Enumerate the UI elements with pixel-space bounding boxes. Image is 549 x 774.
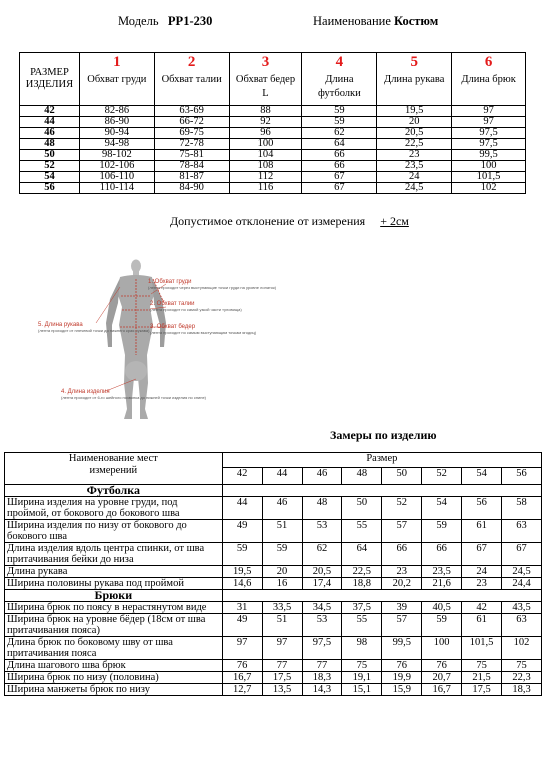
size-row xyxy=(20,139,526,150)
size-row xyxy=(20,128,526,139)
measure-value: 18,3 xyxy=(502,684,542,696)
measure-name: Длина брюк по боковому шву от шва притачивания пояса xyxy=(5,637,223,660)
value-cell: 101,5 xyxy=(452,172,526,183)
size-row xyxy=(20,106,526,117)
value-cell: 78-84 xyxy=(154,161,229,172)
measure-value: 54 xyxy=(422,497,462,520)
measure-value: 13,5 xyxy=(262,684,302,696)
measure-value: 24,5 xyxy=(502,566,542,578)
measure-value: 19,5 xyxy=(222,566,262,578)
value-cell: 100 xyxy=(229,139,302,150)
value-cell: 96 xyxy=(229,128,302,139)
size-row xyxy=(20,183,526,194)
sleeve-note: (лента проходит от плечевой точки до нижнего края рукава) xyxy=(38,328,150,333)
measure-value: 59 xyxy=(262,543,302,566)
measure-value: 15,1 xyxy=(342,684,382,696)
model-line xyxy=(118,14,212,29)
header xyxy=(0,14,549,32)
measure-value: 63 xyxy=(502,520,542,543)
column-header-5 xyxy=(377,53,452,106)
measure-value: 17,4 xyxy=(302,578,342,590)
column-number: 1 xyxy=(113,54,121,70)
value-cell: 97,5 xyxy=(452,139,526,150)
measure-value: 18,8 xyxy=(342,578,382,590)
value-cell: 99,5 xyxy=(452,150,526,161)
column-header-6 xyxy=(452,53,526,106)
waist-label: 2. Обхват талии xyxy=(150,301,195,307)
size-col-header: 50 xyxy=(382,468,422,485)
measure-value: 46 xyxy=(262,497,302,520)
measure-value: 43,5 xyxy=(502,602,542,614)
measure-value: 44 xyxy=(222,497,262,520)
measure-value: 66 xyxy=(422,543,462,566)
measure-value: 21,6 xyxy=(422,578,462,590)
value-cell: 24 xyxy=(377,172,452,183)
measure-value: 67 xyxy=(462,543,502,566)
measure-name: Длина изделия вдоль центра спинки, от шва притачивания бейки до низа xyxy=(5,543,223,566)
section-blank xyxy=(222,590,541,602)
measure-value: 20,5 xyxy=(302,566,342,578)
measure-row xyxy=(5,614,542,637)
measure-value: 16,7 xyxy=(222,672,262,684)
value-cell: 23 xyxy=(377,150,452,161)
measure-value: 76 xyxy=(422,660,462,672)
value-cell: 102 xyxy=(452,183,526,194)
tolerance-text: Допустимое отклонение от измерения xyxy=(170,214,366,228)
value-cell: 106-110 xyxy=(79,172,154,183)
measure-name: Ширина половины рукава под проймой xyxy=(5,578,223,590)
length-label: 4. Длина изделия xyxy=(61,389,110,395)
measure-value: 50 xyxy=(342,497,382,520)
measure-value: 22,5 xyxy=(342,566,382,578)
measure-value: 53 xyxy=(302,614,342,637)
measure-value: 23 xyxy=(462,578,502,590)
length-note: (лента проходит от 6-го шейного позвонка до нижней точки изделия по спине) xyxy=(61,395,207,400)
value-cell: 22,5 xyxy=(377,139,452,150)
value-cell: 86-90 xyxy=(79,117,154,128)
column-label: Обхват груди xyxy=(87,74,147,85)
measure-row xyxy=(5,566,542,578)
value-cell: 20 xyxy=(377,117,452,128)
measure-value: 57 xyxy=(382,614,422,637)
column-number: 5 xyxy=(410,54,418,70)
value-cell: 67 xyxy=(302,172,377,183)
measure-value: 77 xyxy=(302,660,342,672)
measure-name-header: Наименование мест измерений xyxy=(5,453,223,485)
value-cell: 66 xyxy=(302,150,377,161)
section-title: Брюки xyxy=(5,590,223,602)
measure-value: 58 xyxy=(502,497,542,520)
size-cell: 48 xyxy=(20,139,80,150)
column-header-3 xyxy=(229,53,302,106)
measure-value: 97,5 xyxy=(302,637,342,660)
measure-value: 77 xyxy=(262,660,302,672)
measure-value: 49 xyxy=(222,614,262,637)
measure-value: 101,5 xyxy=(462,637,502,660)
value-cell: 24,5 xyxy=(377,183,452,194)
measure-value: 53 xyxy=(302,520,342,543)
hips-note: (лента проходит по самым выступающим точкам ягодиц) xyxy=(150,330,257,335)
measure-value: 51 xyxy=(262,520,302,543)
measure-value: 67 xyxy=(502,543,542,566)
size-col-header: 44 xyxy=(262,468,302,485)
value-cell: 116 xyxy=(229,183,302,194)
measure-row xyxy=(5,497,542,520)
measure-value: 61 xyxy=(462,614,502,637)
value-cell: 90-94 xyxy=(79,128,154,139)
measure-value: 16 xyxy=(262,578,302,590)
size-row xyxy=(20,161,526,172)
measure-row xyxy=(5,660,542,672)
size-cell: 44 xyxy=(20,117,80,128)
measure-value: 75 xyxy=(462,660,502,672)
value-cell: 94-98 xyxy=(79,139,154,150)
measurement-figure xyxy=(36,259,277,429)
measure-value: 12,7 xyxy=(222,684,262,696)
column-header-2 xyxy=(154,53,229,106)
measure-value: 99,5 xyxy=(382,637,422,660)
measure-value: 20,2 xyxy=(382,578,422,590)
measure-name: Ширина изделия по низу от бокового до бокового шва xyxy=(5,520,223,543)
measure-value: 61 xyxy=(462,520,502,543)
size-col-header: 56 xyxy=(502,468,542,485)
size-cell: 52 xyxy=(20,161,80,172)
value-cell: 84-90 xyxy=(154,183,229,194)
model-label: Модель xyxy=(118,14,159,28)
value-cell: 98-102 xyxy=(79,150,154,161)
value-cell: 19,5 xyxy=(377,106,452,117)
product-name-line xyxy=(313,14,438,29)
column-header-4 xyxy=(302,53,377,106)
measure-value: 75 xyxy=(502,660,542,672)
size-row xyxy=(20,150,526,161)
size-row xyxy=(20,117,526,128)
measure-value: 18,3 xyxy=(302,672,342,684)
measure-value: 16,7 xyxy=(422,684,462,696)
value-cell: 63-69 xyxy=(154,106,229,117)
tolerance-note xyxy=(170,214,409,229)
measure-value: 48 xyxy=(302,497,342,520)
measure-value: 59 xyxy=(422,520,462,543)
measure-value: 59 xyxy=(422,614,462,637)
garment-measurements-table xyxy=(4,452,542,696)
measure-value: 14,6 xyxy=(222,578,262,590)
column-number: 3 xyxy=(261,54,270,70)
value-cell: 81-87 xyxy=(154,172,229,183)
column-label: Обхват бедер L xyxy=(235,74,296,99)
chest-note: (лента проходит через выступающие точки груди на уровне лопаток) xyxy=(148,285,277,290)
measure-value: 40,5 xyxy=(422,602,462,614)
measure-value: 21,5 xyxy=(462,672,502,684)
measure-value: 19,9 xyxy=(382,672,422,684)
measure-value: 37,5 xyxy=(342,602,382,614)
measure-value: 23 xyxy=(382,566,422,578)
measure-name: Длина шагового шва брюк xyxy=(5,660,223,672)
waist-note: (лента проходит по самой узкой части туловища) xyxy=(150,307,242,312)
model-code: РР1-230 xyxy=(167,14,213,28)
measure-value: 97 xyxy=(262,637,302,660)
value-cell: 66-72 xyxy=(154,117,229,128)
measure-value: 102 xyxy=(502,637,542,660)
value-cell: 88 xyxy=(229,106,302,117)
value-cell: 97,5 xyxy=(452,128,526,139)
column-label: Длина рукава xyxy=(384,74,445,85)
column-header-1 xyxy=(79,53,154,106)
measure-value: 39 xyxy=(382,602,422,614)
measure-value: 33,5 xyxy=(262,602,302,614)
measure-value: 66 xyxy=(382,543,422,566)
size-col-header: 52 xyxy=(422,468,462,485)
measure-value: 75 xyxy=(342,660,382,672)
measure-row xyxy=(5,578,542,590)
measure-value: 98 xyxy=(342,637,382,660)
measure-value: 55 xyxy=(342,520,382,543)
measure-value: 22,3 xyxy=(502,672,542,684)
value-cell: 100 xyxy=(452,161,526,172)
measure-value: 100 xyxy=(422,637,462,660)
column-number: 2 xyxy=(187,54,196,70)
column-number: 6 xyxy=(484,54,493,70)
measure-value: 62 xyxy=(302,543,342,566)
measure-row xyxy=(5,543,542,566)
measure-value: 59 xyxy=(222,543,262,566)
measure-value: 56 xyxy=(462,497,502,520)
measure-value: 55 xyxy=(342,614,382,637)
measure-row xyxy=(5,684,542,696)
measure-row xyxy=(5,637,542,660)
measure-name: Ширина брюк по низу (половина) xyxy=(5,672,223,684)
measure-value: 17,5 xyxy=(262,672,302,684)
value-cell: 108 xyxy=(229,161,302,172)
value-cell: 66 xyxy=(302,161,377,172)
size-cell: 42 xyxy=(20,106,80,117)
value-cell: 97 xyxy=(452,106,526,117)
column-label: Обхват талии xyxy=(161,74,222,85)
value-cell: 20,5 xyxy=(377,128,452,139)
measure-name: Ширина изделия на уровне груди, под проймой, от бокового до бокового шва xyxy=(5,497,223,520)
measure-value: 19,1 xyxy=(342,672,382,684)
measure-value: 23,5 xyxy=(422,566,462,578)
measure-value: 15,9 xyxy=(382,684,422,696)
measure-row xyxy=(5,672,542,684)
size-cell: 54 xyxy=(20,172,80,183)
product-name-value: Костюм xyxy=(394,14,439,28)
value-cell: 112 xyxy=(229,172,302,183)
size-group-header: Размер xyxy=(222,453,541,468)
value-cell: 72-78 xyxy=(154,139,229,150)
size-cell: 50 xyxy=(20,150,80,161)
measure-value: 49 xyxy=(222,520,262,543)
value-cell: 62 xyxy=(302,128,377,139)
measure-value: 14,3 xyxy=(302,684,342,696)
measure-value: 24,4 xyxy=(502,578,542,590)
column-label: Длина брюк xyxy=(461,74,516,85)
section-title: Футболка xyxy=(5,485,223,497)
value-cell: 104 xyxy=(229,150,302,161)
measure-value: 31 xyxy=(222,602,262,614)
size-col-header: 54 xyxy=(462,468,502,485)
measure-row xyxy=(5,520,542,543)
value-cell: 23,5 xyxy=(377,161,452,172)
measure-value: 24 xyxy=(462,566,502,578)
value-cell: 110-114 xyxy=(79,183,154,194)
size-col-header: 48 xyxy=(342,468,382,485)
measure-value: 76 xyxy=(382,660,422,672)
measure-value: 42 xyxy=(462,602,502,614)
product-name-label: Наименование xyxy=(313,14,391,28)
section-blank xyxy=(222,485,541,497)
value-cell: 75-81 xyxy=(154,150,229,161)
measure-row xyxy=(5,602,542,614)
value-cell: 59 xyxy=(302,106,377,117)
value-cell: 59 xyxy=(302,117,377,128)
garment-measurements-title: Замеры по изделию xyxy=(330,428,437,442)
column-label: Длина футболки xyxy=(317,74,361,99)
measure-name: Длина рукава xyxy=(5,566,223,578)
measure-name: Ширина манжеты брюк по низу xyxy=(5,684,223,696)
value-cell: 92 xyxy=(229,117,302,128)
measure-value: 51 xyxy=(262,614,302,637)
size-header: РАЗМЕР ИЗДЕЛИЯ xyxy=(20,53,80,106)
value-cell: 69-75 xyxy=(154,128,229,139)
measure-name: Ширина брюк по поясу в нерастянутом виде xyxy=(5,602,223,614)
measure-value: 76 xyxy=(222,660,262,672)
value-cell: 64 xyxy=(302,139,377,150)
size-row xyxy=(20,172,526,183)
measure-value: 52 xyxy=(382,497,422,520)
hips-label: 3. Обхват бедер xyxy=(150,324,196,330)
measure-value: 64 xyxy=(342,543,382,566)
size-col-header: 46 xyxy=(302,468,342,485)
size-cell: 56 xyxy=(20,183,80,194)
tolerance-value: + 2см xyxy=(380,214,409,228)
value-cell: 97 xyxy=(452,117,526,128)
size-col-header: 42 xyxy=(222,468,262,485)
measure-value: 17,5 xyxy=(462,684,502,696)
column-number: 4 xyxy=(335,54,344,70)
value-cell: 102-106 xyxy=(79,161,154,172)
measure-value: 34,5 xyxy=(302,602,342,614)
measure-name: Ширина брюк на уровне бёдер (18см от шва притачивания пояса) xyxy=(5,614,223,637)
measure-value: 20 xyxy=(262,566,302,578)
measure-value: 97 xyxy=(222,637,262,660)
size-chart-table xyxy=(19,52,526,194)
measure-value: 20,7 xyxy=(422,672,462,684)
sleeve-label: 5. Длина рукава xyxy=(38,322,83,328)
size-cell: 46 xyxy=(20,128,80,139)
value-cell: 67 xyxy=(302,183,377,194)
measure-value: 63 xyxy=(502,614,542,637)
measure-value: 57 xyxy=(382,520,422,543)
chest-label: 1. Обхват груди xyxy=(148,279,192,285)
value-cell: 82-86 xyxy=(79,106,154,117)
